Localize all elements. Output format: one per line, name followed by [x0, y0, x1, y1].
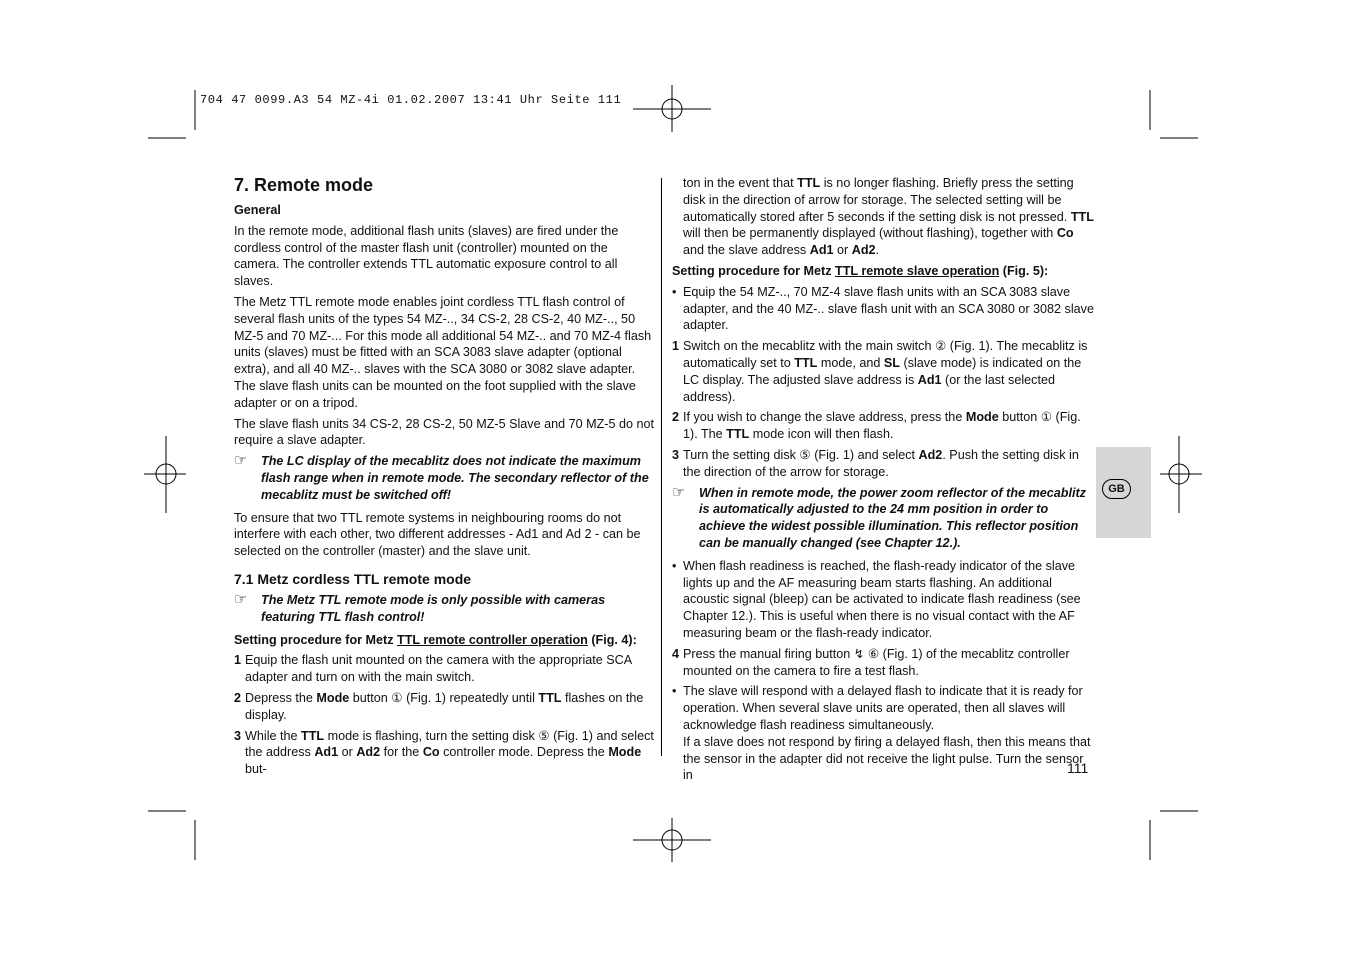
note-text: The Metz TTL remote mode is only possible with cameras featuring TTL flash control! — [261, 592, 606, 624]
procedure-link-text: TTL remote slave operation — [835, 263, 1000, 278]
bullet-text: The slave will respond with a delayed flash to indicate that it is ready for operation. When several slave units are operated, then all slaves will acknowledge flash readiness simultaneously. If a slave does not respond by firing a delayed flash, then this means that the sensor in the adapter did not receive the light pulse. Turn the sensor in — [683, 684, 1091, 783]
bullet-icon: • — [672, 684, 677, 699]
note — [234, 592, 656, 626]
step-text: Switch on the mecablitz with the main switch ② (Fig. 1). The mecablitz is automatically set to TTL mode, and SL (slave mode) is indicated on the LC display. The adjusted slave address is Ad1 (or the last selected address). — [683, 339, 1088, 404]
step-text: Equip the flash unit mounted on the camera with the appropriate SCA adapter and turn on with the main switch. — [245, 653, 632, 685]
procedure-heading — [234, 632, 656, 649]
paragraph: To ensure that two TTL remote systems in neighbouring rooms do not interfere with each other, two different addresses - Ad1 and Ad 2 - can be selected on the controller (master) and the slave unit. — [234, 510, 641, 559]
bullet-icon: • — [672, 558, 677, 573]
step — [672, 447, 1094, 481]
paragraph: ton in the event that TTL is no longer flashing. Briefly press the setting disk in the direction of arrow for storage. The selected setting will be automatically stored after 5 seconds if the setting disk is not pressed. TTL will then be permanently displayed (without flashing), together with Co and the slave address Ad1 or Ad2. — [683, 176, 1094, 258]
step — [672, 646, 1094, 680]
step-number: 3 — [234, 728, 242, 743]
step-text: Turn the setting disk ⑤ (Fig. 1) and select Ad2. Push the setting disk in the direction of the arrow for storage. — [683, 447, 1079, 479]
procedure-link-text: TTL remote controller operation — [397, 632, 588, 647]
bullet-icon: • — [672, 284, 677, 299]
bullet-item — [672, 558, 1094, 642]
step-text: Depress the Mode button ① (Fig. 1) repeatedly until TTL flashes on the display. — [245, 690, 644, 722]
paragraph: The slave flash units 34 CS-2, 28 CS-2, 50 MZ-5 Slave and 70 MZ-5 do not require a slave adapter. — [234, 416, 654, 448]
pointing-hand-icon: ☞ — [234, 590, 248, 608]
step-text: Press the manual firing button ↯ ⑥ (Fig. 1) of the mecablitz controller mounted on the camera to fire a test flash. — [683, 646, 1070, 678]
bullet-item — [672, 683, 1094, 784]
procedure-heading — [672, 263, 1094, 280]
bullet-item — [672, 284, 1094, 334]
general-heading: General — [234, 203, 281, 217]
language-badge: GB — [1102, 479, 1131, 499]
step-number: 1 — [672, 339, 680, 354]
note-text: The LC display of the mecablitz does not indicate the maximum flash range when in remote mode. The secondary reflector of the mecablitz must be switched off! — [261, 454, 649, 502]
pointing-hand-icon: ☞ — [234, 452, 248, 470]
bullet-text: Equip the 54 MZ-.., 70 MZ-4 slave flash units with an SCA 3083 slave adapter, and the 40 MZ-.. slave flash unit with an SCA 3080 or 3082 slave adapter. — [683, 284, 1094, 333]
column-separator — [661, 178, 662, 756]
step — [234, 690, 656, 724]
step — [234, 652, 656, 686]
step-text: If you wish to change the slave address, press the Mode button ① (Fig. 1). The TTL mode icon will then flash. — [683, 410, 1081, 442]
page-number: 111 — [1067, 760, 1089, 776]
procedure-prefix: Setting procedure for Metz — [672, 263, 836, 278]
step — [234, 728, 656, 778]
step-number: 4 — [672, 646, 680, 661]
left-column — [234, 174, 656, 782]
print-header: 704 47 0099.A3 54 MZ-4i 01.02.2007 13:41 Uhr Seite 111 — [200, 93, 622, 107]
step-number: 2 — [234, 690, 242, 705]
procedure-prefix: Setting procedure for Metz — [234, 632, 398, 647]
procedure-suffix: (Fig. 4): — [587, 632, 637, 647]
step-number: 1 — [234, 653, 242, 668]
paragraph: The Metz TTL remote mode enables joint cordless TTL flash control of several flash units of the types 54 MZ-.., 34 CS-2, 28 CS-2, 40 MZ-.., 50 MZ-5 and 70 MZ-... For this mode all additional 54 MZ-.. and 70 MZ-4 flash units (slaves) must be fitted with an SCA 3083 slave adapter (optional extra), and all 40 MZ-.. slaves with the SCA 3080 or 3082 slave adapter. The slave flash units can be mounted on the foot supplied with the slave adapter or on a tripod. — [234, 294, 652, 410]
step-number: 2 — [672, 410, 680, 425]
step — [672, 338, 1094, 405]
note — [672, 485, 1094, 552]
step — [672, 409, 1094, 443]
chapter-title: 7. Remote mode — [234, 175, 374, 195]
step-text: While the TTL mode is flashing, turn the setting disk ⑤ (Fig. 1) and select the address Ad1 or Ad2 for the Co controller mode. Depress the Mode but- — [245, 728, 654, 777]
pointing-hand-icon: ☞ — [672, 483, 686, 501]
note — [234, 453, 656, 503]
procedure-suffix: (Fig. 5): — [999, 263, 1049, 278]
paragraph: In the remote mode, additional flash units (slaves) are fired under the cordless control of the master flash unit (controller) mounted on the camera. The controller extends TTL automatic exposure control to all slaves. — [234, 223, 619, 289]
note-text: When in remote mode, the power zoom reflector of the mecablitz is automatically adjusted to the 24 mm position in order to achieve the widest possible illumination. This reflector position can be manually changed (see Chapter 12.). — [699, 485, 1086, 550]
section-heading: 7.1 Metz cordless TTL remote mode — [234, 570, 472, 587]
step-number: 3 — [672, 447, 680, 462]
right-column — [672, 175, 1094, 788]
bullet-text: When flash readiness is reached, the flash-ready indicator of the slave lights up and the AF measuring beam starts flashing. An additional acoustic signal (bleep) can be activated to indicate flash readiness (see Chapter 12.). This is useful when there is no visual contact with the AF measuring beam or the flash-ready indicator. — [683, 558, 1081, 640]
